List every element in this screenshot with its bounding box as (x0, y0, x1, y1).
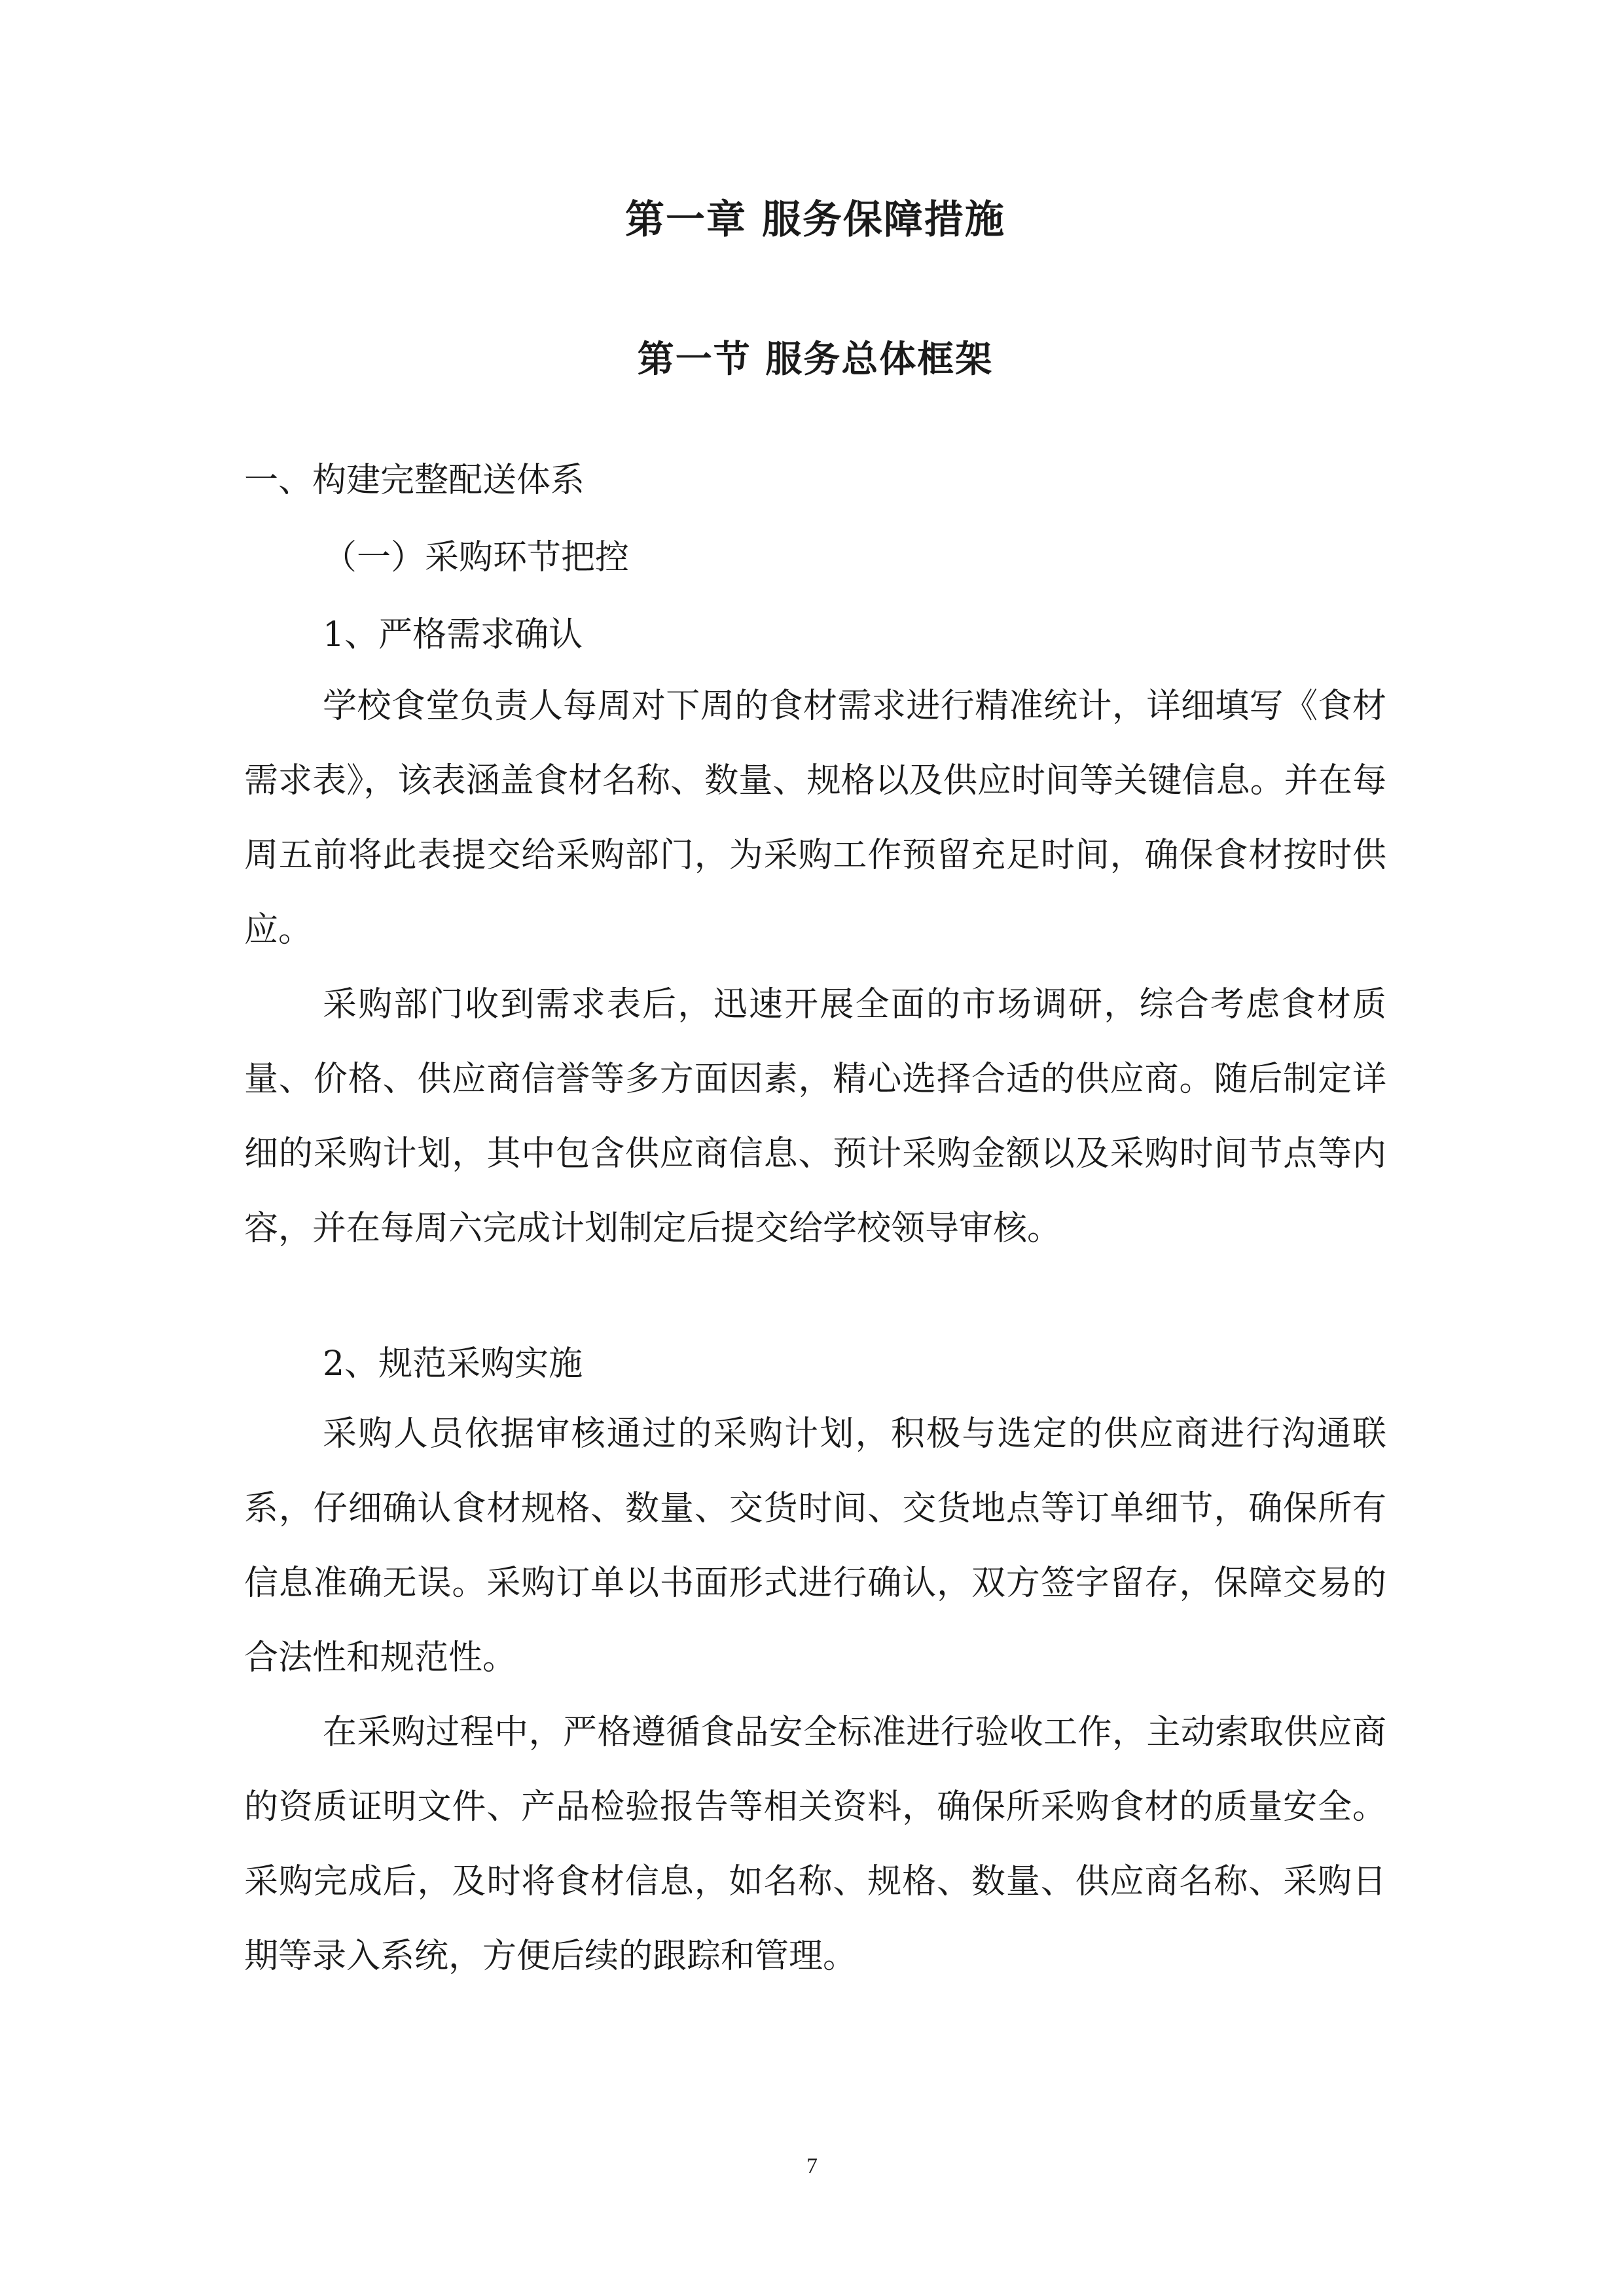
subheading-procurement-control: （一）采购环节把控 (323, 538, 630, 577)
page-number: 7 (806, 2154, 818, 2178)
paragraph-demand-statistics: 学校食堂负责人每周对下周的食材需求进行精准统计，详细填写《食材需求表》，该表涵盖食材名称、数量、规格以及供应时间等关键信息。并在每周五前将此表提交给采购部门，为采购工作预留充足时间，确保食材按时供应。 (244, 687, 1386, 950)
heading-build-delivery-system: 一、构建完整配送体系 (244, 461, 585, 500)
paragraph-quality-acceptance: 在采购过程中，严格遵循食品安全标准进行验收工作，主动索取供应商的资质证明文件、产品检验报告等相关资料，确保所采购食材的质量安全。采购完成后，及时将食材信息，如名称、规格、数量、供应商名称、采购日期等录入系统，方便后续的跟踪和管理。 (244, 1713, 1386, 1976)
paragraph-order-confirmation: 采购人员依据审核通过的采购计划，积极与选定的供应商进行沟通联系，仔细确认食材规格、数量、交货时间、交货地点等订单细节，确保所有信息准确无误。采购订单以书面形式进行确认，双方签字留存，保障交易的合法性和规范性。 (244, 1414, 1386, 1677)
item-strict-demand-confirmation: 1、严格需求确认 (323, 615, 583, 655)
item-standardized-procurement: 2、规范采购实施 (323, 1344, 583, 1384)
chapter-title: 第一章 服务保障措施 (625, 197, 1005, 243)
section-title: 第一节 服务总体框架 (637, 338, 994, 381)
paragraph-procurement-planning: 采购部门收到需求表后，迅速开展全面的市场调研，综合考虑食材质量、价格、供应商信誉等多方面因素，精心选择合适的供应商。随后制定详细的采购计划，其中包含供应商信息、预计采购金额以及采购时间节点等内容，并在每周六完成计划制定后提交给学校领导审核。 (244, 985, 1386, 1248)
